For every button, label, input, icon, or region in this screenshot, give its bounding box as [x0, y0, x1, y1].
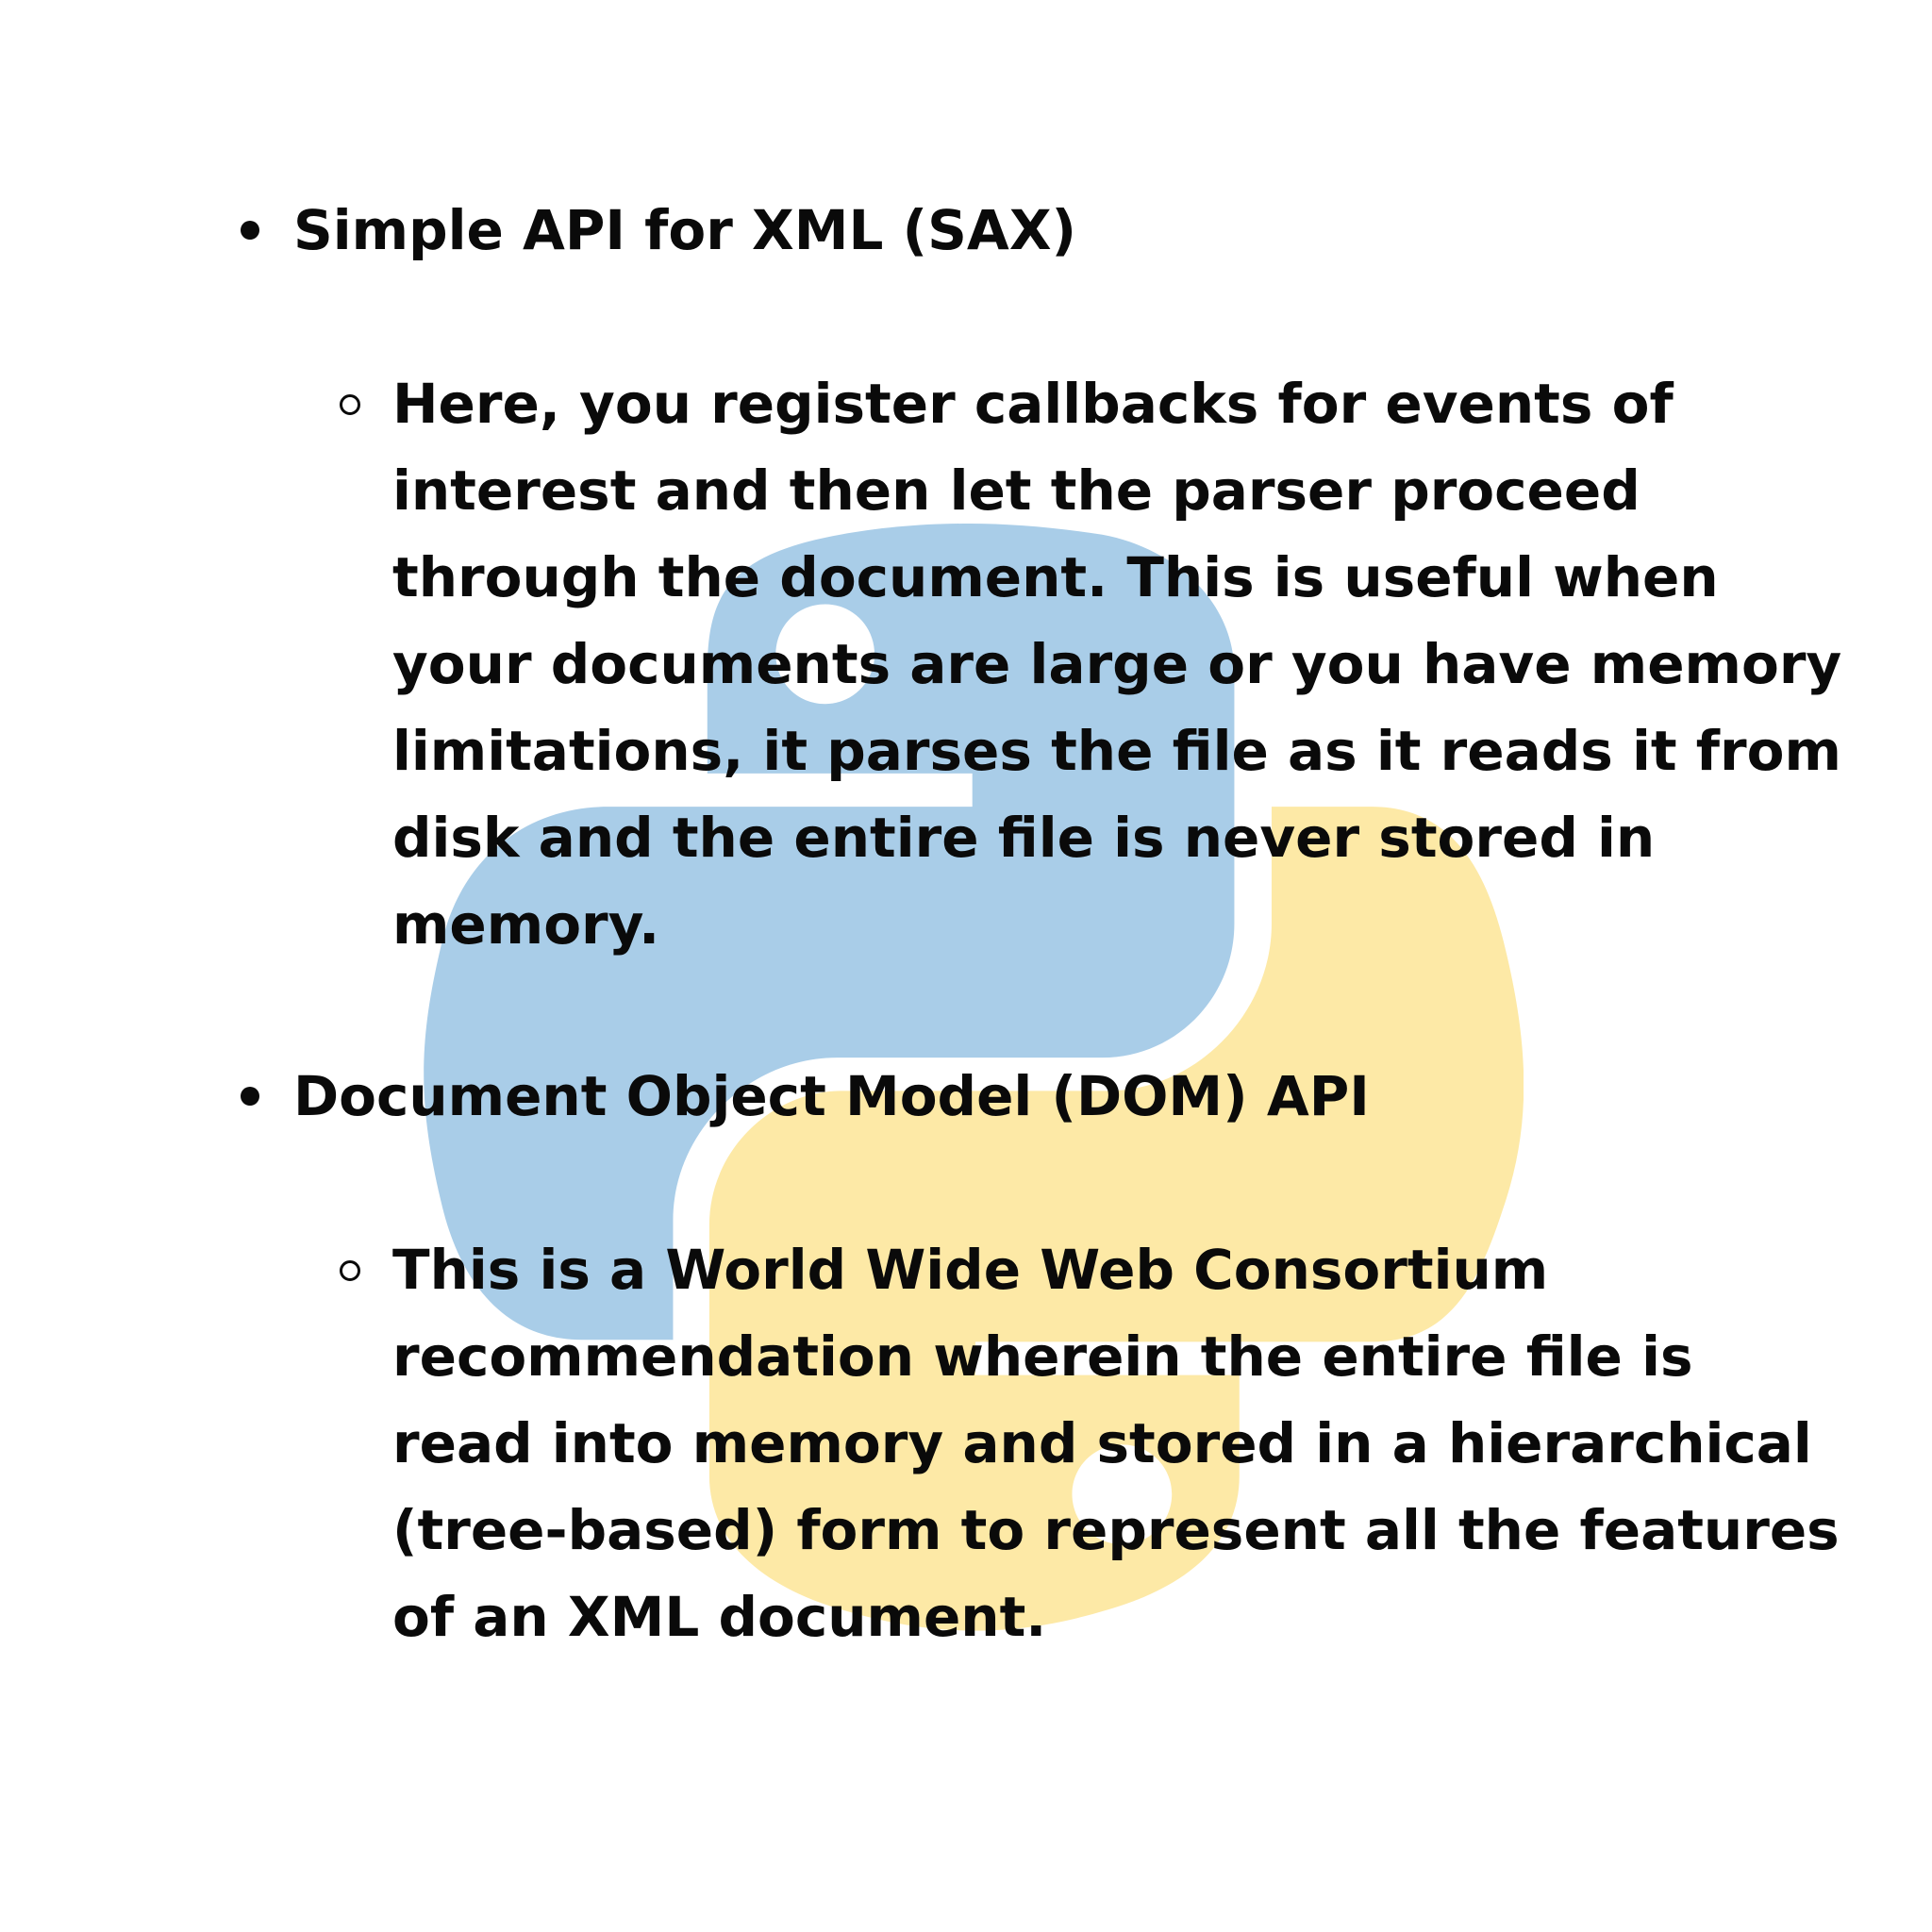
sax-detail-line: interest and then let the parser proceed — [392, 458, 1641, 523]
dom-heading: Document Object Model (DOM) API — [293, 1064, 1370, 1128]
sax-detail-paragraph — [392, 360, 1842, 968]
sax-detail-line: your documents are large or you have memory — [392, 632, 1842, 696]
bullet-circle-icon — [340, 394, 360, 415]
dom-detail-paragraph — [392, 1226, 1840, 1660]
sax-detail-line: Here, you register callbacks for events of — [392, 372, 1674, 436]
sax-detail-line: through the document. This is useful when — [392, 545, 1719, 609]
dom-detail-line: This is a World Wide Web Consortium — [392, 1238, 1549, 1302]
dom-detail-line: of an XML document. — [392, 1585, 1047, 1649]
bullet-dot-icon — [241, 221, 259, 240]
bullet-dot-icon — [241, 1087, 259, 1106]
dom-detail-line: read into memory and stored in a hierarchical — [392, 1411, 1812, 1475]
dom-detail-line: (tree-based) form to represent all the features — [392, 1498, 1840, 1562]
sax-detail-line: memory. — [392, 892, 660, 957]
bullet-circle-icon — [340, 1260, 360, 1281]
dom-detail-line: recommendation wherein the entire file is — [392, 1324, 1693, 1389]
sax-heading: Simple API for XML (SAX) — [293, 198, 1077, 262]
sax-detail-line: disk and the entire file is never stored in — [392, 806, 1656, 870]
sax-detail-line: limitations, it parses the file as it reads it from — [392, 719, 1841, 783]
